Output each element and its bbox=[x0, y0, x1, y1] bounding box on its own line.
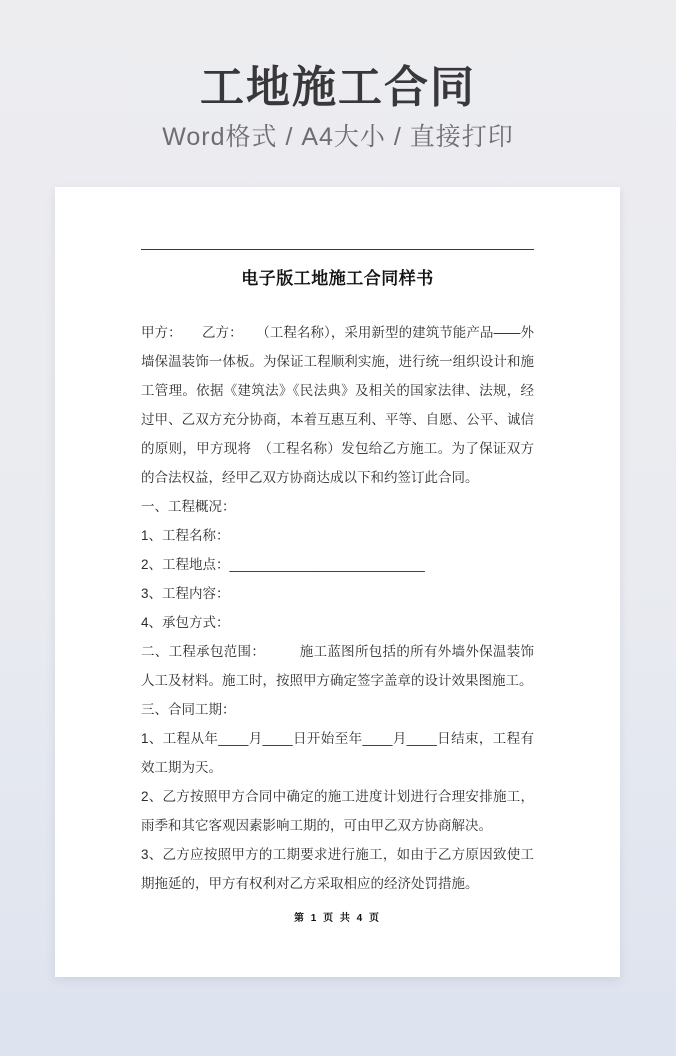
document-title: 电子版工地施工合同样书 bbox=[241, 269, 434, 288]
contract-item-duration-3: 3、乙方应按照甲方的工期要求进行施工，如由于乙方原因致使工期拖延的，甲方有权利对乙方采取相应的经济处罚措施。 bbox=[141, 847, 534, 891]
contract-section-scope: 二、工程承包范围： 施工蓝图所包括的所有外墙外保温装饰人工及材料。施工时，按照甲方确定签字盖章的设计效果图施工。 bbox=[141, 644, 534, 688]
hero-header bbox=[0, 0, 676, 151]
document-top-rule bbox=[141, 249, 534, 250]
document-page bbox=[55, 187, 620, 977]
contract-section-duration: 三、合同工期： bbox=[141, 702, 236, 717]
page-title: 工地施工合同 bbox=[200, 63, 476, 112]
page-number: 第 1 页 共 4 页 bbox=[293, 913, 381, 924]
document-body bbox=[141, 318, 534, 898]
contract-item-project-name: 1、工程名称： bbox=[141, 528, 230, 543]
contract-item-project-location: 2、工程地点：__________________________ bbox=[141, 557, 425, 572]
contract-section-overview: 一、工程概况： bbox=[141, 499, 236, 514]
contract-item-duration-2: 2、乙方按照甲方合同中确定的施工进度计划进行合理安排施工，雨季和其它客观因素影响工期的，可由甲乙双方协商解决。 bbox=[141, 789, 534, 833]
contract-item-project-content: 3、工程内容： bbox=[141, 586, 230, 601]
contract-intro-paragraph: 甲方： 乙方： （工程名称），采用新型的建筑节能产品——外墙保温装饰一体板。为保证工程顺利实施，进行统一组织设计和施工管理。依据《建筑法》《民法典》及相关的国家法律、法规，经过甲、乙双方充分协商，本着互惠互利、平等、自愿、公平、诚信的原则，甲方现将 （工程名称）发包给乙方施工。为了保证双方的合法权益，经甲乙双方协商达成以下和约签订此合同。 bbox=[141, 325, 534, 485]
contract-item-contract-method: 4、承包方式： bbox=[141, 615, 230, 630]
contract-item-duration-1: 1、工程从年____月____日开始至年____月____日结束，工程有效工期为天。 bbox=[141, 731, 534, 775]
page-subtitle: Word格式 / A4大小 / 直接打印 bbox=[162, 123, 514, 151]
